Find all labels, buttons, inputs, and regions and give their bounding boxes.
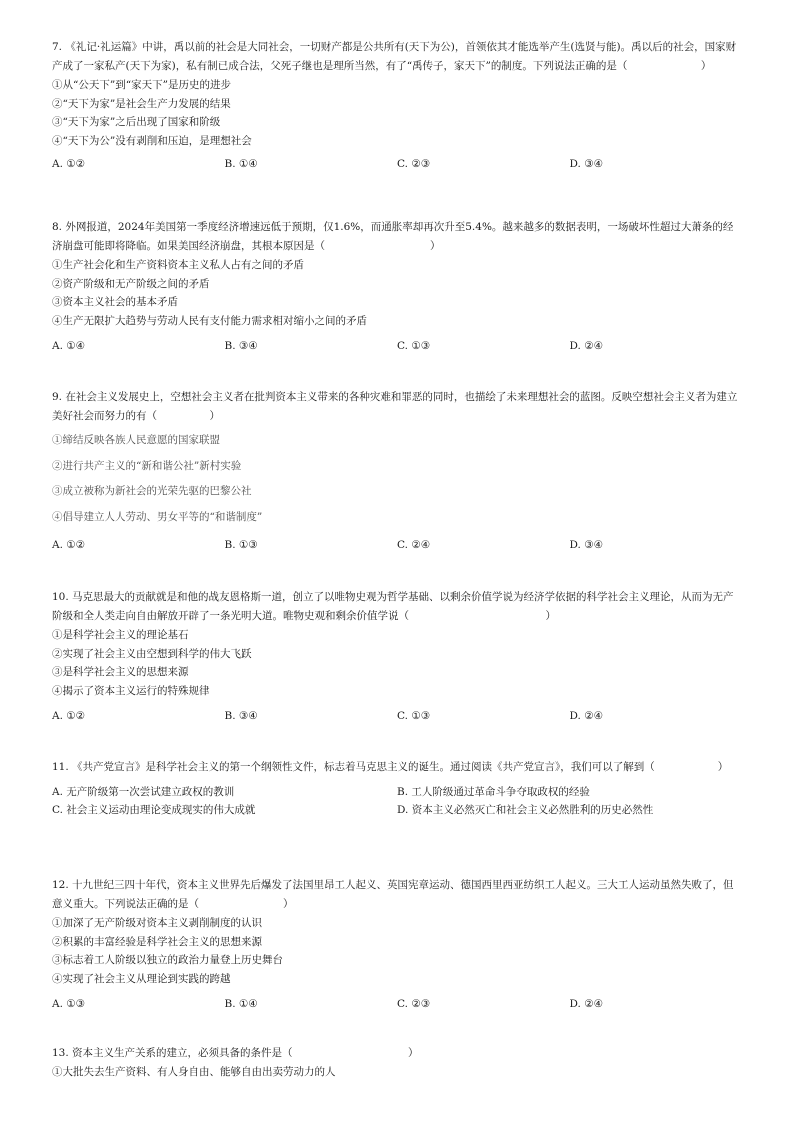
options-row [52, 155, 742, 173]
option-c[interactable]: C. ②④ [397, 539, 431, 551]
question-stem: 7. 《礼记·礼运篇》中讲，禹以前的社会是大同社会，一切财产都是公共所有(天下为公)，首领依其才能选举产生(选贤与能)。禹以后的社会，国家财产成了一家私产(天下为家)，私有制已成合法，父死子继也是理所当然，有了“禹传子，家天下”的制度。下列说法正确的是（ ） [52, 41, 737, 72]
statement-1: ①大批失去生产资料、有人身自由、能够自由出卖劳动力的人 [52, 1066, 336, 1078]
question-13 [52, 1044, 742, 1082]
option-c[interactable]: C. ①③ [397, 710, 431, 722]
statement-2: ②“天下为家”是社会生产力发展的结果 [52, 97, 231, 110]
option-b[interactable]: B. 工人阶级通过革命斗争夺取政权的经验 [397, 786, 590, 798]
options-row [52, 337, 742, 355]
question-12 [52, 876, 742, 1013]
option-d[interactable]: D. ③④ [569, 158, 604, 170]
options-row [52, 536, 742, 554]
option-d[interactable]: D. ②④ [569, 710, 604, 722]
statement-3: ③“天下为家”之后出现了国家和阶级 [52, 116, 221, 128]
option-a[interactable]: A. ①② [52, 539, 86, 551]
option-d[interactable]: D. ③④ [569, 539, 604, 551]
statement-2: ②积累的丰富经验是科学社会主义的思想来源 [52, 935, 262, 948]
option-d[interactable]: D. ②④ [569, 340, 604, 352]
option-b[interactable]: B. ①③ [224, 539, 258, 551]
statement-3: ③是科学社会主义的思想来源 [52, 666, 189, 678]
question-11 [52, 758, 742, 819]
options-row [52, 995, 742, 1013]
statement-2: ②资产阶级和无产阶级之间的矛盾 [52, 277, 210, 290]
statement-2: ②进行共产主义的“新和谐公社”新村实验 [52, 459, 242, 472]
option-a[interactable]: A. ①② [52, 158, 86, 170]
statement-3: ③标志着工人阶级以独立的政治力量登上历史舞台 [52, 954, 283, 966]
statements-block [52, 428, 742, 530]
question-9 [52, 388, 742, 554]
statement-4: ④揭示了资本主义运行的特殊规律 [52, 684, 210, 697]
options-row [52, 707, 742, 725]
option-a[interactable]: A. 无产阶级第一次尝试建立政权的教训 [52, 786, 235, 798]
question-stem: 12. 十九世纪三四十年代，资本主义世界先后爆发了法国里昂工人起义、英国宪章运动、德国西里西亚纺织工人起义。三大工人运动虽然失败了，但意义重大。下列说法正确的是（ ） [52, 879, 734, 910]
question-10 [52, 588, 742, 725]
option-d[interactable]: D. 资本主义必然灭亡和社会主义必然胜利的历史必然性 [397, 804, 654, 816]
statement-4: ④实现了社会主义从理论到实践的跨越 [52, 972, 231, 985]
statement-3: ③资本主义社会的基本矛盾 [52, 296, 178, 308]
option-a[interactable]: A. ①③ [52, 998, 86, 1010]
statement-2: ②实现了社会主义由空想到科学的伟大飞跃 [52, 647, 252, 660]
question-stem: 10. 马克思最大的贡献就是和他的战友恩格斯一道，创立了以唯物史观为哲学基础、以剩余价值学说为经济学依据的科学社会主义理论，从而为无产阶级和全人类走向自由解放开辟了一条光明大道。唯物史观和剩余价值学说（ ） [52, 591, 734, 622]
option-c[interactable]: C. ①③ [397, 340, 431, 352]
options-grid [52, 783, 742, 819]
question-stem: 11. 《共产党宣言》是科学社会主义的第一个纲领性文件，标志着马克思主义的诞生。通过阅读《共产党宣言》，我们可以了解到（ ） [52, 761, 729, 773]
statement-4: ④生产无限扩大趋势与劳动人民有支付能力需求相对缩小之间的矛盾 [52, 314, 367, 327]
option-a[interactable]: A. ①④ [52, 340, 86, 352]
option-b[interactable]: B. ③④ [224, 710, 258, 722]
option-c[interactable]: C. ②③ [397, 998, 431, 1010]
statement-1: ①从“公天下”到“家天下”是历史的进步 [52, 79, 231, 91]
option-b[interactable]: B. ①④ [224, 998, 258, 1010]
option-c[interactable]: C. ②③ [397, 158, 431, 170]
question-stem: 8. 外网报道，2024年美国第一季度经济增速远低于预期，仅1.6%，而通胀率却再次升至5.4%。越来越多的数据表明，一场破坏性超过大萧条的经济崩盘可能即将降临。如果美国经济崩盘，其根本原因是（ ） [52, 221, 734, 252]
statement-1: ①缔结反映各族人民意愿的国家联盟 [52, 434, 220, 446]
question-7 [52, 38, 742, 173]
statement-4: ④“天下为公”没有剥削和压迫，是理想社会 [52, 134, 252, 147]
statement-3: ③成立被称为新社会的光荣先驱的巴黎公社 [52, 485, 252, 497]
question-stem: 13. 资本主义生产关系的建立，必须具备的条件是（ ） [52, 1047, 419, 1059]
question-8 [52, 218, 742, 355]
statement-4: ④倡导建立人人劳动、男女平等的“和谐制度” [52, 510, 263, 523]
question-stem: 9. 在社会主义发展史上，空想社会主义者在批判资本主义带来的各种灾难和罪恶的同时，也描绘了未来理想社会的蓝图。反映空想社会主义者为建立美好社会而努力的有（ ） [52, 391, 738, 422]
option-a[interactable]: A. ①② [52, 710, 86, 722]
option-d[interactable]: D. ②④ [569, 998, 604, 1010]
option-c[interactable]: C. 社会主义运动由理论变成现实的伟大成就 [52, 804, 256, 816]
statement-1: ①加深了无产阶级对资本主义剥削制度的认识 [52, 917, 262, 929]
statement-1: ①生产社会化和生产资料资本主义私人占有之间的矛盾 [52, 259, 304, 271]
option-b[interactable]: B. ①④ [224, 158, 258, 170]
statement-1: ①是科学社会主义的理论基石 [52, 629, 189, 641]
option-b[interactable]: B. ③④ [224, 340, 258, 352]
